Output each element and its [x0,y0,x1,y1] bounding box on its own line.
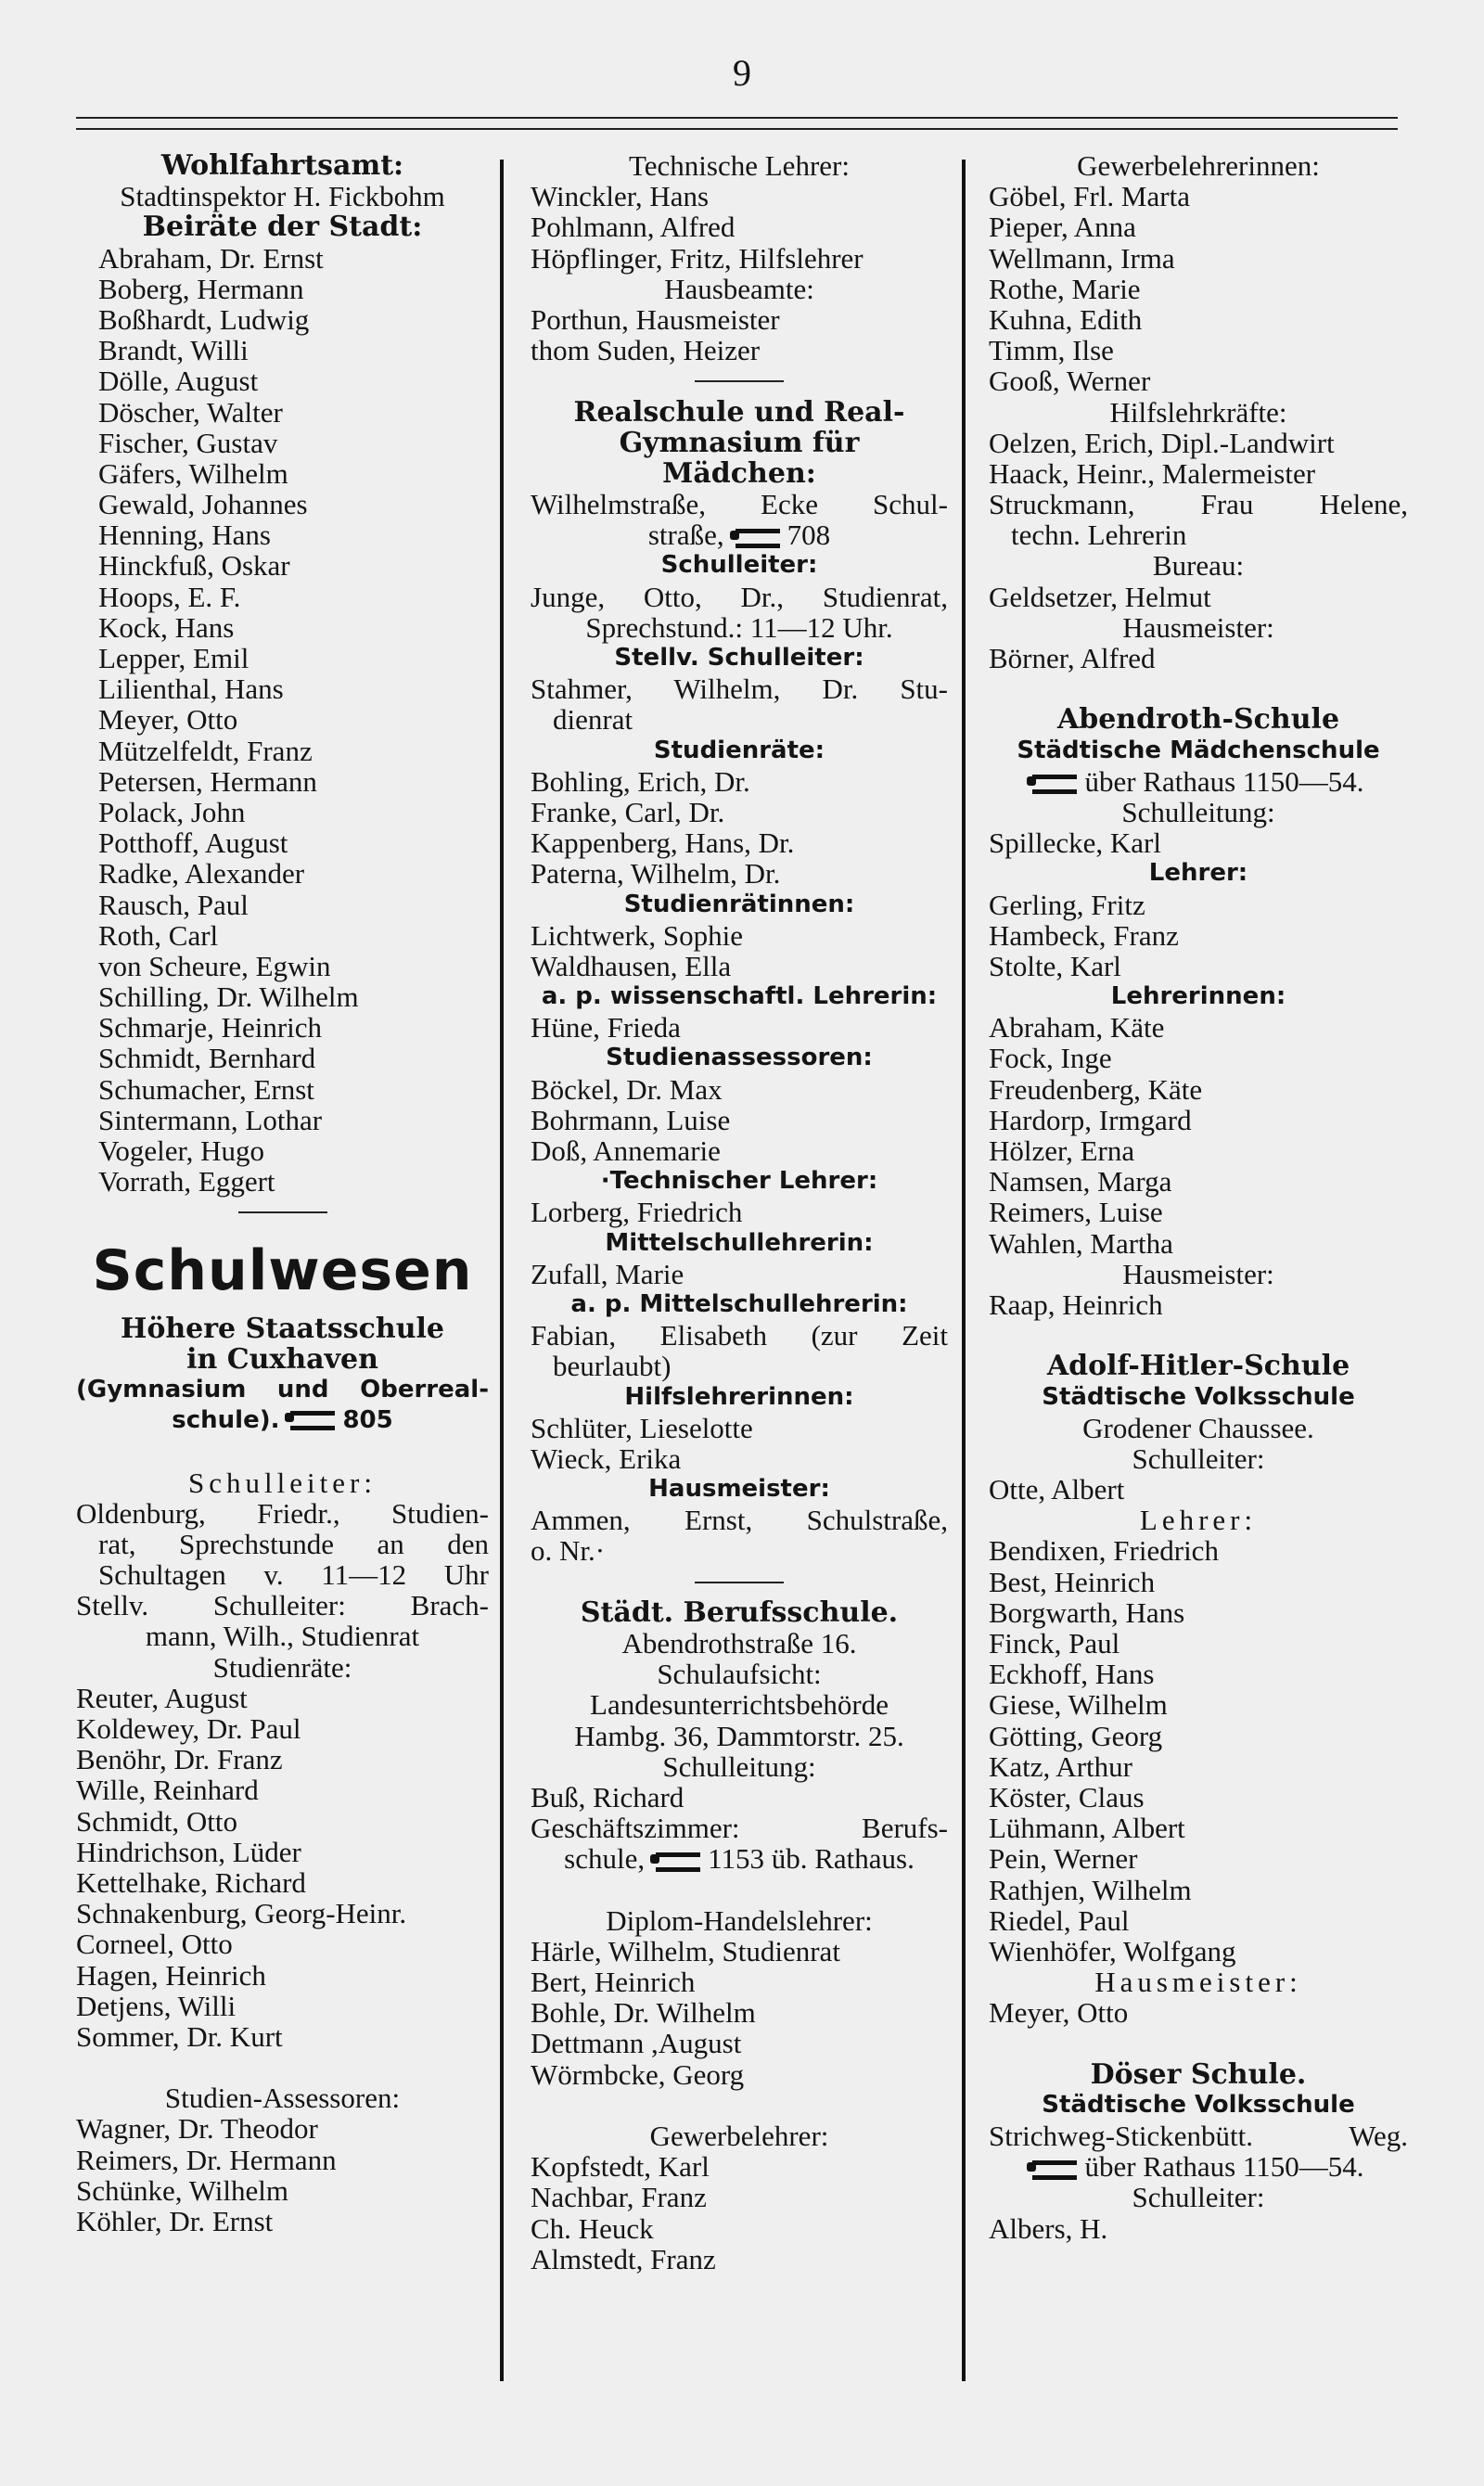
directory-line: Landesunterrichtsbehörde [590,1688,889,1722]
column-divider-left [500,160,504,2381]
directory-line: Finck, Paul [989,1627,1120,1659]
directory-line: Schumacher, Ernst [98,1072,314,1106]
directory-line: Sprechstund.: 11—12 Uhr. [585,610,893,644]
directory-line: dienrat [553,703,633,737]
directory-line: Benöhr, Dr. Franz [76,1743,283,1776]
directory-line: Hindrichson, Lüder [76,1835,301,1868]
directory-line: Schulleiter: [1132,2181,1265,2214]
directory-line: Best, Heinrich [989,1565,1156,1598]
directory-line: Wellmann, Irma [989,241,1175,275]
directory-line: Oldenburg, Friedr., Studien- [76,1496,489,1530]
directory-line: Börner, Alfred [989,642,1156,674]
section-heading: Adolf-Hitler-Schule [1046,1350,1350,1383]
directory-line: Gäfers, Wilhelm [98,456,288,490]
directory-line: mann, Wilh., Studienrat [145,1620,420,1653]
directory-line: Boßhardt, Ludwig [98,302,310,336]
section-heading: Lehrerinnen: [1110,982,1286,1011]
directory-line: Bureau: [1152,549,1245,583]
directory-line: Struckmann, Frau Helene, [989,488,1408,521]
directory-line: Götting, Georg [989,1719,1163,1752]
directory-line: Bohling, Erich, Dr. [531,764,750,798]
directory-line: Dettmann ,August [531,2027,742,2060]
directory-line: Corneel, Otto [76,1928,233,1961]
directory-line: Doß, Annemarie [531,1134,721,1167]
directory-line: Hausmeister: [1122,1257,1274,1290]
directory-line: Pieper, Anna [989,211,1136,244]
directory-line: Bendixen, Friedrich [989,1534,1219,1568]
directory-line: Gooß, Werner [989,365,1151,398]
telephone-icon [290,1411,335,1430]
directory-line: Schünke, Wilhelm [76,2173,288,2207]
directory-line: Waldhausen, Ella [531,949,732,982]
directory-line: Fock, Inge [989,1042,1112,1075]
directory-line: Gewald, Johannes [98,488,308,521]
directory-line: techn. Lehrerin [1011,519,1187,552]
directory-line: Boberg, Hermann [98,272,304,305]
directory-line: von Scheure, Egwin [98,949,331,982]
directory-line: Höpflinger, Fritz, Hilfslehrer [531,241,864,275]
directory-line: Wagner, Dr. Theodor [76,2112,318,2146]
directory-line [989,673,1408,704]
directory-line: Studien-Assessoren: [164,2082,401,2115]
directory-line: rat, Sprechstunde an den [98,1527,489,1560]
section-heading: Studienrätinnen: [623,890,855,918]
section-heading [76,1405,489,1436]
column-divider-right [962,160,966,2381]
directory-line: Henning, Hans [98,519,271,552]
directory-line: beurlaubt) [553,1350,672,1383]
directory-line: Raap, Heinrich [989,1288,1163,1321]
section-heading: Gymnasium für [619,426,860,459]
directory-line: Spillecke, Karl [989,827,1161,860]
directory-line: Wieck, Erika [531,1442,682,1475]
directory-line: Albers, H. [989,2211,1108,2245]
directory-line: Petersen, Hermann [98,764,317,798]
section-separator [531,365,948,396]
directory-line: Lichtwerk, Sophie [531,918,744,952]
section-heading: Städtische Volksschule [1042,1382,1355,1411]
directory-line [531,1843,948,1874]
section-heading: Städtische Volksschule [1042,2090,1355,2119]
line-text: schule, [564,1842,646,1876]
directory-line: Sommer, Dr. Kurt [76,2019,283,2053]
directory-line: Wahlen, Martha [989,1226,1173,1260]
directory-line: Gewerbelehrer: [649,2120,829,2152]
column-1 [76,150,489,2236]
directory-line: Döscher, Walter [98,395,283,429]
directory-line: Schmidt, Otto [76,1804,237,1838]
directory-line: Kettelhake, Richard [76,1865,306,1899]
directory-line: Lepper, Emil [98,642,249,674]
directory-line: Bohle, Dr. Wilhelm [531,1996,756,2030]
directory-line: Böckel, Dr. Max [531,1072,723,1106]
directory-line: Koldewey, Dr. Paul [76,1712,301,1745]
section-heading: Hilfslehrerinnen: [624,1382,854,1411]
phone-number: 1153 üb. Rathaus. [708,1842,915,1876]
section-heading: Hausmeister: [648,1475,830,1504]
directory-line: Detjens, Willi [76,1989,237,2022]
directory-line: Geldsetzer, Helmut [989,580,1211,613]
column-3 [989,150,1408,2244]
directory-line: Riedel, Paul [989,1903,1130,1937]
directory-line: Gerling, Fritz [989,888,1145,921]
directory-line: Hagen, Heinrich [76,1958,266,1992]
section-heading: a. p. wissenschaftl. Lehrerin: [541,982,938,1011]
directory-line: Katz, Arthur [989,1749,1132,1783]
section-heading: a. p. Mittelschullehrerin: [570,1289,908,1318]
directory-line: Franke, Carl, Dr. [531,795,725,828]
directory-line: Schulleitung: [662,1749,816,1783]
directory-line: Eckhoff, Hans [989,1658,1155,1691]
directory-line: Giese, Wilhelm [989,1688,1168,1722]
directory-line: Abraham, Käte [989,1011,1165,1044]
directory-line: Abraham, Dr. Ernst [98,241,324,275]
directory-line: Hilfslehrkräfte: [1109,395,1287,429]
section-separator [531,1567,948,1597]
directory-line: Stahmer, Wilhelm, Dr. Stu- [531,673,948,706]
directory-line: Wienhöfer, Wolfgang [989,1934,1236,1967]
directory-line: Schmarje, Heinrich [98,1011,323,1044]
directory-line: Hölzer, Erna [989,1134,1135,1167]
section-heading: Städtische Mädchenschule [1017,736,1380,764]
section-separator [76,1197,489,1227]
section-heading: Lehrer: [1148,859,1248,888]
directory-line: Kock, Hans [98,610,235,644]
section-heading: Abendroth-Schule [1056,703,1340,737]
directory-line: Roth, Carl [98,918,219,952]
directory-line: Schulleiter: [188,1466,377,1499]
directory-line: Reuter, August [76,1681,248,1714]
section-heading: Studienassessoren: [606,1044,873,1072]
directory-line: Namsen, Marga [989,1165,1172,1198]
directory-line: Sintermann, Lothar [98,1103,323,1136]
directory-line: Junge, Otto, Dr., Studienrat, [531,580,948,613]
directory-line: Lorberg, Friedrich [531,1196,743,1229]
directory-line: Porthun, Hausmeister [531,302,780,336]
directory-line: Köhler, Dr. Ernst [76,2205,274,2237]
directory-line: Potthoff, August [98,827,288,860]
directory-line: Hardorp, Irmgard [989,1103,1192,1136]
directory-line: Vorrath, Eggert [98,1165,275,1198]
directory-line: Timm, Ilse [989,334,1114,367]
directory-line: Hausbeamte: [664,272,814,305]
directory-line: Wörmbcke, Georg [531,2057,745,2091]
directory-line: Polack, John [98,795,246,828]
directory-line: Köster, Claus [989,1780,1145,1813]
directory-line: Stadtinspektor H. Fickbohm [120,180,445,213]
directory-line: Hambeck, Franz [989,918,1179,952]
directory-line: Technische Lehrer: [629,149,850,182]
directory-line: Hüne, Frieda [531,1011,681,1044]
directory-line: Ammen, Ernst, Schulstraße, [531,1504,948,1537]
header-rule-top [76,117,1398,119]
telephone-icon [1032,2160,1077,2180]
directory-line: Schnakenburg, Georg-Heinr. [76,1897,407,1930]
section-heading: Städt. Berufsschule. [580,1595,899,1629]
directory-line: Winckler, Hans [531,180,710,213]
directory-line: Hinckfuß, Oskar [98,549,290,583]
directory-line: Hausmeister: [1094,1966,1302,1999]
line-text: über Rathaus 1150—54. [1084,764,1364,798]
directory-line: Schultagen v. 11—12 Uhr [98,1558,489,1592]
section-heading: Beiräte der Stadt: [142,211,423,244]
directory-line: Radke, Alexander [98,857,305,891]
telephone-icon [656,1852,700,1872]
directory-line [989,1320,1408,1351]
directory-line: Vogeler, Hugo [98,1134,264,1167]
directory-line: Oelzen, Erich, Dipl.-Landwirt [989,426,1335,459]
directory-line: Ch. Heuck [531,2211,654,2245]
section-heading: Wohlfahrtsamt: [160,149,404,182]
section-heading: Realschule und Real- [573,395,905,429]
directory-line: Bert, Heinrich [531,1966,696,1999]
telephone-icon [1032,775,1077,794]
section-heading: Mittelschullehrerin: [605,1228,874,1257]
directory-line: Otte, Albert [989,1473,1125,1506]
directory-line: Hausmeister: [1122,610,1274,644]
directory-line: Almstedt, Franz [531,2242,716,2275]
directory-line: Schlüter, Lieselotte [531,1411,753,1444]
header-rule-bottom [76,128,1398,130]
directory-line: Reimers, Dr. Hermann [76,2143,337,2176]
directory-line: Pohlmann, Alfred [531,211,736,244]
telephone-icon [736,529,780,548]
directory-line: Dölle, August [98,365,259,398]
directory-line: Strichweg-Stickenbütt. Weg. [989,2120,1408,2152]
directory-line: Brandt, Willi [98,334,249,367]
phone-number: 805 [342,1406,393,1435]
directory-line: Grodener Chaussee. [1082,1411,1314,1444]
directory-line [76,1436,489,1467]
directory-line: Haack, Heinr., Malermeister [989,456,1316,490]
directory-line: Diplom-Handelslehrer: [606,1903,873,1937]
directory-line: o. Nr.· [531,1534,606,1568]
directory-line [76,2052,489,2082]
directory-line: Stolte, Karl [989,949,1121,982]
directory-line: Pein, Werner [989,1842,1138,1876]
directory-line: Abendrothstraße 16. [621,1627,857,1659]
directory-line: Wille, Reinhard [76,1774,259,1807]
section-heading: (Gymnasium und Oberreal- [76,1375,489,1403]
directory-line: Schilling, Dr. Wilhelm [98,980,359,1014]
directory-line: Schulleitung: [1121,795,1275,828]
directory-line: Hoops, E. F. [98,580,241,613]
directory-line: Fischer, Gustav [98,426,278,459]
directory-line [531,2090,948,2121]
line-text: über Rathaus 1150—54. [1084,2150,1364,2184]
directory-line: Kuhna, Edith [989,302,1143,336]
directory-line [989,766,1408,797]
section-heading: Mädchen: [662,456,816,490]
directory-line: Studienräte: [212,1650,352,1684]
column-2 [531,150,948,2275]
directory-line [989,2151,1408,2182]
directory-line [989,2028,1408,2058]
directory-line: Lehrer: [1139,1504,1258,1537]
line-text: schule). [172,1406,280,1435]
directory-line: Reimers, Luise [989,1196,1163,1229]
directory-line: Meyer, Otto [989,1996,1129,2030]
directory-line: Freudenberg, Käte [989,1072,1203,1106]
section-heading: in Cuxhaven [186,1342,378,1376]
directory-line: Fabian, Elisabeth (zur Zeit [531,1319,948,1352]
directory-line: Schulaufsicht: [657,1658,822,1691]
directory-line: Göbel, Frl. Marta [989,180,1190,213]
page-number: 9 [733,52,751,94]
directory-line: Zufall, Marie [531,1257,684,1290]
section-heading: Döser Schule. [1090,2057,1307,2091]
directory-line: Gewerbelehrerinnen: [1077,149,1320,182]
line-text: straße, [647,519,724,552]
directory-line: Buß, Richard [531,1780,684,1813]
directory-line: Mützelfeldt, Franz [98,734,313,767]
directory-line: Kopfstedt, Karl [531,2150,710,2184]
directory-line: Rausch, Paul [98,888,249,921]
section-title: Schulwesen [92,1237,473,1303]
section-heading: Stellv. Schulleiter: [614,644,864,672]
directory-line: Lilienthal, Hans [98,673,284,706]
directory-line: Schmidt, Bernhard [98,1042,316,1075]
directory-line: Härle, Wilhelm, Studienrat [531,1934,840,1967]
directory-line: Wilhelmstraße, Ecke Schul- [531,488,948,521]
directory-line: Paterna, Wilhelm, Dr. [531,857,781,891]
directory-line: Rothe, Marie [989,272,1141,305]
directory-line: Lühmann, Albert [989,1812,1185,1845]
phone-number: 708 [787,519,831,552]
directory-line: Meyer, Otto [98,703,238,737]
directory-line: Bohrmann, Luise [531,1103,731,1136]
section-heading: Studienräte: [653,736,825,764]
section-heading: Höhere Staatsschule [121,1312,444,1345]
directory-line: Schulleiter: [1132,1442,1265,1475]
directory-line: Rathjen, Wilhelm [989,1873,1192,1906]
directory-line: thom Suden, Heizer [531,334,761,367]
directory-line: Stellv. Schulleiter: Brach- [76,1589,489,1622]
directory-line: Nachbar, Franz [531,2181,707,2214]
directory-line [531,1875,948,1905]
directory-line: Borgwarth, Hans [989,1595,1185,1629]
section-heading: ·Technischer Lehrer: [600,1167,878,1196]
section-heading: Schulleiter: [660,551,818,580]
directory-line [531,519,948,550]
directory-line: Geschäftszimmer: Berufs- [531,1812,948,1845]
directory-line: Kappenberg, Hans, Dr. [531,827,795,860]
directory-line: Hambg. 36, Dammtorstr. 25. [574,1719,904,1752]
